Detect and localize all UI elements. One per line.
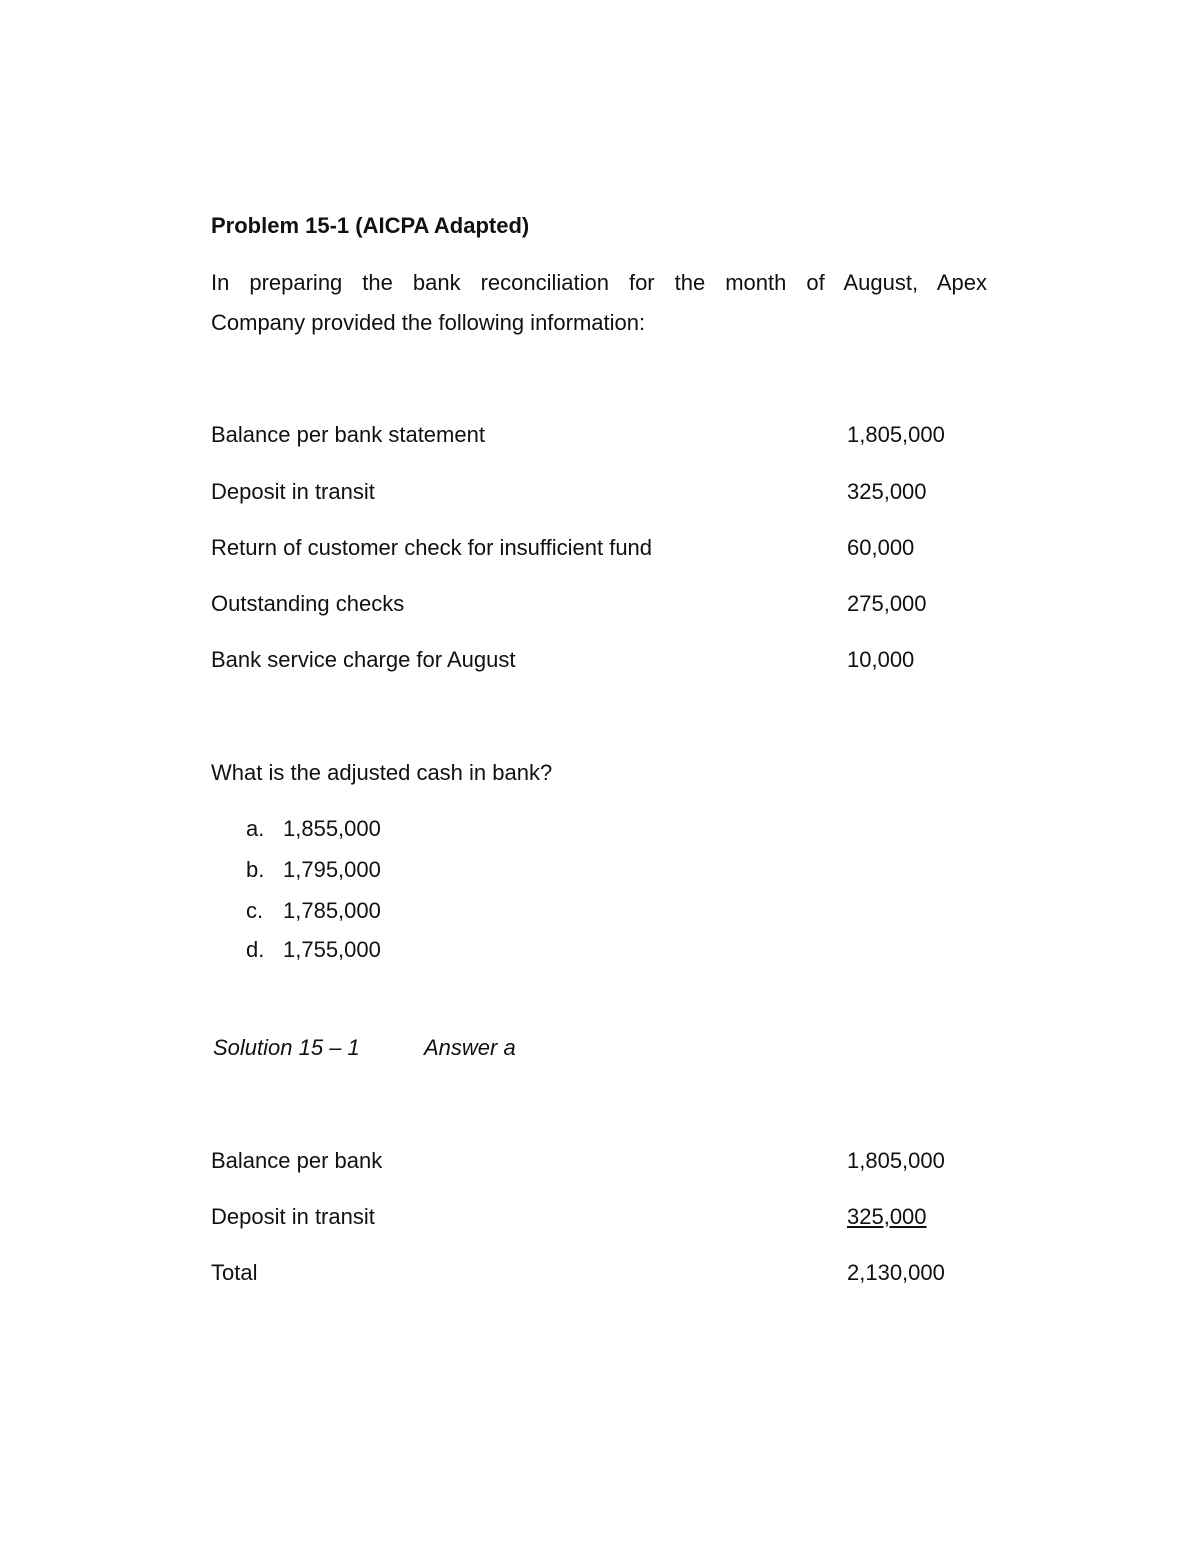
choice-letter: d. bbox=[246, 937, 265, 962]
choice-value: 1,785,000 bbox=[283, 898, 381, 923]
problem-intro-line-2: Company provided the following information: bbox=[211, 310, 646, 335]
solution-row-value: 1,805,000 bbox=[847, 1148, 945, 1173]
info-row-label: Outstanding checks bbox=[211, 591, 405, 616]
info-row-label: Deposit in transit bbox=[211, 479, 375, 504]
solution-total-value: 2,130,000 bbox=[847, 1260, 945, 1285]
problem-title: Problem 15-1 (AICPA Adapted) bbox=[211, 213, 530, 238]
choice-value: 1,755,000 bbox=[283, 937, 381, 962]
info-row-value: 10,000 bbox=[847, 647, 915, 672]
solution-row-label: Balance per bank bbox=[211, 1148, 383, 1173]
info-row-label: Bank service charge for August bbox=[211, 647, 516, 672]
solution-row-value: 325,000 bbox=[847, 1204, 927, 1229]
info-row-label: Return of customer check for insufficient fund bbox=[211, 535, 653, 560]
question-text: What is the adjusted cash in bank? bbox=[211, 760, 553, 785]
info-row-label: Balance per bank statement bbox=[211, 422, 485, 447]
choice-value: 1,795,000 bbox=[283, 857, 381, 882]
problem-intro-line-1: In preparing the bank reconciliation for the month of August, Apex bbox=[211, 270, 987, 295]
choice-letter: b. bbox=[246, 857, 265, 882]
choice-value: 1,855,000 bbox=[283, 816, 381, 841]
info-row-value: 325,000 bbox=[847, 479, 927, 504]
solution-total-label: Total bbox=[211, 1260, 258, 1285]
choice-letter: c. bbox=[246, 898, 264, 923]
info-row-value: 1,805,000 bbox=[847, 422, 945, 447]
info-row-value: 275,000 bbox=[847, 591, 927, 616]
solution-answer: Answer a bbox=[424, 1035, 516, 1060]
solution-title: Solution 15 – 1 bbox=[213, 1035, 360, 1060]
info-row-value: 60,000 bbox=[847, 535, 915, 560]
solution-row-label: Deposit in transit bbox=[211, 1204, 375, 1229]
choice-letter: a. bbox=[246, 816, 265, 841]
